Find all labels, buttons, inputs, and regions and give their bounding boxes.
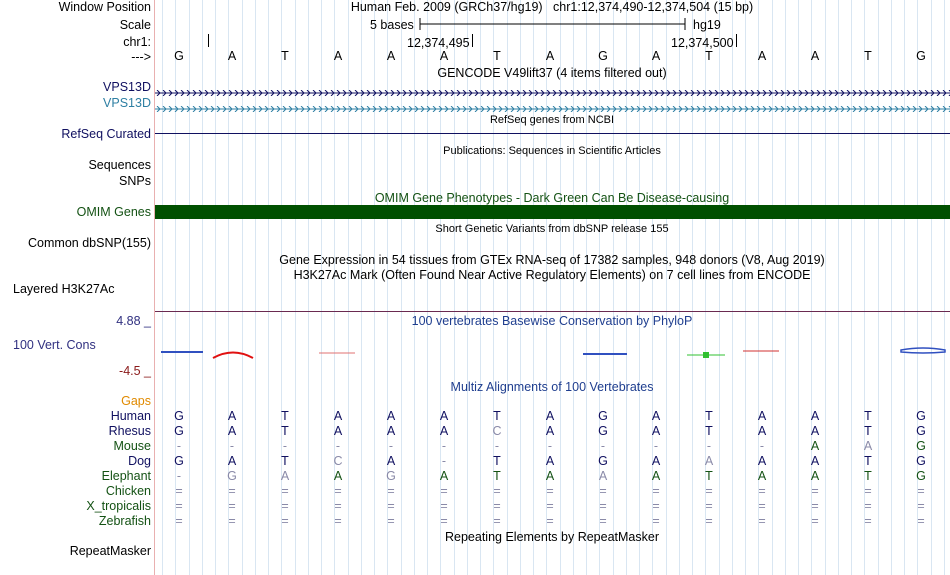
alignment-base: A	[439, 424, 449, 438]
alignment-base: =	[228, 514, 236, 528]
alignment-base: =	[599, 484, 607, 498]
scale-label[interactable]: Scale	[119, 18, 151, 32]
species-label-human[interactable]: Human	[110, 409, 151, 423]
species-label-chicken[interactable]: Chicken	[105, 484, 151, 498]
alignment-base: =	[864, 499, 872, 513]
base-letter: G	[174, 49, 184, 63]
alignment-base: =	[440, 484, 448, 498]
alignment-base: =	[652, 484, 660, 498]
alignment-base: -	[282, 439, 288, 453]
alignment-base: G	[174, 454, 184, 468]
alignment-base: A	[386, 409, 396, 423]
alignment-base: A	[810, 409, 820, 423]
coordinate-tick	[472, 34, 473, 47]
alignment-base: A	[386, 424, 396, 438]
alignment-base: A	[810, 454, 820, 468]
alignment-base: T	[864, 469, 872, 483]
alignment-base: T	[864, 454, 872, 468]
alignment-base: =	[546, 499, 554, 513]
alignment-base: -	[176, 439, 182, 453]
alignment-base: =	[334, 514, 342, 528]
alignment-base: G	[598, 454, 608, 468]
alignment-base: =	[546, 514, 554, 528]
base-letter: A	[386, 49, 396, 63]
alignment-base: G	[386, 469, 396, 483]
track-label-snps[interactable]: SNPs	[119, 174, 151, 188]
window-position-label[interactable]: Window Position	[58, 0, 151, 14]
alignment-base: -	[600, 439, 606, 453]
base-letter: A	[757, 49, 767, 63]
assembly-name: Human Feb. 2009 (GRCh37/hg19)	[350, 0, 543, 14]
alignment-base: -	[229, 439, 235, 453]
alignment-base: A	[227, 424, 237, 438]
alignment-base: =	[493, 484, 501, 498]
alignment-base: G	[916, 454, 926, 468]
h3k27ac-track-title: H3K27Ac Mark (Often Found Near Active Regulatory Elements) on 7 cell lines from ENCODE	[293, 268, 811, 282]
alignment-base: A	[545, 409, 555, 423]
alignment-base: =	[546, 484, 554, 498]
alignment-base: -	[335, 439, 341, 453]
alignment-base: A	[704, 454, 714, 468]
alignment-base: =	[175, 499, 183, 513]
alignment-base: T	[493, 409, 501, 423]
alignment-base: =	[758, 514, 766, 528]
coordinate-label-1: 12,374,495	[407, 36, 470, 50]
alignment-base: G	[174, 424, 184, 438]
alignment-base: =	[599, 499, 607, 513]
alignment-base: =	[334, 499, 342, 513]
alignment-base: =	[864, 484, 872, 498]
alignment-base: A	[439, 409, 449, 423]
alignment-base: T	[281, 454, 289, 468]
track-label-column	[0, 0, 155, 575]
alignment-base: C	[492, 424, 502, 438]
species-label-mouse[interactable]: Mouse	[113, 439, 151, 453]
coordinate-label-2: 12,374,500	[671, 36, 734, 50]
alignment-base: A	[810, 424, 820, 438]
window-position-header	[351, 0, 753, 15]
track-image-area[interactable]	[155, 0, 950, 575]
alignment-base: =	[440, 514, 448, 528]
phylop-conservation-plot[interactable]	[155, 338, 950, 368]
alignment-base: T	[281, 409, 289, 423]
alignment-base: A	[227, 409, 237, 423]
cons-axis-min: -4.5 _	[119, 364, 151, 378]
scale-bar	[419, 17, 689, 31]
repeatmasker-track-title: Repeating Elements by RepeatMasker	[444, 530, 660, 544]
gene-model-vps13d[interactable]	[155, 85, 950, 89]
alignment-base: T	[281, 424, 289, 438]
alignment-base: =	[493, 499, 501, 513]
genome-label: hg19	[693, 18, 721, 32]
alignment-base: A	[598, 469, 608, 483]
alignment-base: =	[281, 484, 289, 498]
alignment-base: G	[598, 409, 608, 423]
alignment-base: G	[916, 409, 926, 423]
gencode-track-title: GENCODE V49lift37 (4 items filtered out)	[437, 66, 667, 80]
base-letter: T	[705, 49, 713, 63]
alignment-base: -	[176, 469, 182, 483]
alignment-base: T	[705, 409, 713, 423]
omim-track-title: OMIM Gene Phenotypes - Dark Green Can Be Disease-causing	[374, 191, 730, 205]
alignment-base: A	[810, 439, 820, 453]
base-letter: A	[545, 49, 555, 63]
track-label-common-dbsnp[interactable]: Common dbSNP(155)	[28, 236, 151, 250]
alignment-base: A	[757, 409, 767, 423]
scale-text: 5 bases	[370, 18, 414, 32]
alignment-base: =	[387, 499, 395, 513]
alignment-base: A	[651, 409, 661, 423]
alignment-base: =	[493, 514, 501, 528]
species-label-dog[interactable]: Dog	[128, 454, 151, 468]
alignment-base: G	[227, 469, 237, 483]
alignment-base: =	[811, 484, 819, 498]
base-letter: T	[493, 49, 501, 63]
base-letter: A	[651, 49, 661, 63]
alignment-base: A	[439, 469, 449, 483]
alignment-base: G	[916, 439, 926, 453]
alignment-base: A	[386, 454, 396, 468]
alignment-base: =	[175, 484, 183, 498]
alignment-base: A	[863, 439, 873, 453]
base-letter: T	[281, 49, 289, 63]
alignment-base: =	[440, 499, 448, 513]
alignment-base: =	[758, 484, 766, 498]
track-label-refseq[interactable]: RefSeq Curated	[61, 127, 151, 141]
strand-toggle[interactable]: --->	[131, 50, 151, 64]
alignment-base: =	[228, 484, 236, 498]
alignment-base: -	[441, 454, 447, 468]
alignment-base: =	[228, 499, 236, 513]
alignment-base: =	[281, 499, 289, 513]
alignment-base: A	[227, 454, 237, 468]
alignment-base: =	[652, 499, 660, 513]
alignment-base: =	[917, 499, 925, 513]
alignment-base: T	[864, 424, 872, 438]
coordinate-tick	[736, 34, 737, 47]
track-label-vps13d[interactable]: VPS13D	[103, 80, 151, 94]
alignment-base: A	[810, 469, 820, 483]
alignment-base: A	[333, 424, 343, 438]
base-letter: G	[598, 49, 608, 63]
track-label-layered-h3k27ac[interactable]: Layered H3K27Ac	[13, 282, 115, 296]
base-letter: T	[864, 49, 872, 63]
base-letter: G	[916, 49, 926, 63]
alignment-base: =	[864, 514, 872, 528]
species-label-rhesus[interactable]: Rhesus	[108, 424, 151, 438]
alignment-base: =	[387, 484, 395, 498]
gene-model-vps13d-2[interactable]	[155, 101, 950, 105]
alignment-base: =	[811, 499, 819, 513]
alignment-base: -	[759, 439, 765, 453]
track-label-vert-cons[interactable]: 100 Vert. Cons	[13, 338, 96, 352]
alignment-base: A	[280, 469, 290, 483]
alignment-base: -	[494, 439, 500, 453]
alignment-base: =	[599, 514, 607, 528]
alignment-base: =	[281, 514, 289, 528]
alignment-base: A	[757, 454, 767, 468]
alignment-base: A	[545, 424, 555, 438]
alignment-base: =	[652, 514, 660, 528]
alignment-base: A	[651, 454, 661, 468]
alignment-base: =	[705, 499, 713, 513]
alignment-base: -	[706, 439, 712, 453]
alignment-base: =	[758, 499, 766, 513]
species-label-x-tropicalis[interactable]: X_tropicalis	[86, 499, 151, 513]
alignment-base: A	[651, 424, 661, 438]
alignment-base: -	[441, 439, 447, 453]
alignment-base: -	[388, 439, 394, 453]
gtex-track-title: Gene Expression in 54 tissues from GTEx RNA-seq of 17382 samples, 948 donors (V8, Aug 2019)	[279, 253, 825, 267]
species-label-zebrafish[interactable]: Zebrafish	[98, 514, 151, 528]
track-label-omim[interactable]: OMIM Genes	[76, 205, 151, 219]
base-letter: A	[810, 49, 820, 63]
base-letter: A	[439, 49, 449, 63]
multiz-track-title: Multiz Alignments of 100 Vertebrates	[450, 380, 654, 394]
alignment-base: G	[916, 424, 926, 438]
alignment-base: -	[547, 439, 553, 453]
coordinate-tick	[208, 34, 209, 47]
track-label-sequences[interactable]: Sequences	[88, 158, 151, 172]
base-letter: A	[227, 49, 237, 63]
alignment-base: G	[598, 424, 608, 438]
gaps-label: Gaps	[121, 394, 151, 408]
publications-track-title: Publications: Sequences in Scientific Articles	[443, 145, 661, 157]
alignment-base: =	[917, 514, 925, 528]
alignment-base: A	[333, 409, 343, 423]
alignment-base: C	[333, 454, 343, 468]
alignment-base: =	[811, 514, 819, 528]
phylop-track-title: 100 vertebrates Basewise Conservation by PhyloP	[411, 314, 693, 328]
alignment-base: A	[757, 469, 767, 483]
alignment-base: -	[653, 439, 659, 453]
alignment-base: T	[705, 469, 713, 483]
omim-gene-bar[interactable]	[155, 205, 950, 219]
refseq-track-title: RefSeq genes from NCBI	[489, 114, 615, 126]
h3k27ac-baseline	[155, 311, 950, 312]
species-label-elephant[interactable]: Elephant	[101, 469, 151, 483]
alignment-base: A	[545, 469, 555, 483]
alignment-base: =	[705, 514, 713, 528]
cons-axis-max: 4.88 _	[116, 314, 151, 328]
base-letter: A	[333, 49, 343, 63]
alignment-base: A	[651, 469, 661, 483]
alignment-base: T	[705, 424, 713, 438]
position-range: chr1:12,374,490-12,374,504 (15 bp)	[553, 0, 754, 14]
snp-track-title: Short Genetic Variants from dbSNP release 155	[435, 223, 669, 235]
alignment-base: G	[916, 469, 926, 483]
alignment-base: T	[493, 454, 501, 468]
refseq-gene-line[interactable]	[155, 133, 950, 134]
alignment-base: A	[333, 469, 343, 483]
track-label-repeatmasker[interactable]: RepeatMasker	[69, 544, 151, 558]
alignment-base: T	[864, 409, 872, 423]
alignment-base: T	[493, 469, 501, 483]
alignment-base: =	[387, 514, 395, 528]
alignment-base: A	[757, 424, 767, 438]
alignment-base: =	[705, 484, 713, 498]
track-label-vps13d-2[interactable]: VPS13D	[103, 96, 151, 110]
alignment-base: A	[545, 454, 555, 468]
alignment-base: =	[917, 484, 925, 498]
chromosome-label[interactable]: chr1:	[123, 35, 151, 49]
alignment-base: G	[174, 409, 184, 423]
alignment-base: =	[175, 514, 183, 528]
alignment-base: =	[334, 484, 342, 498]
